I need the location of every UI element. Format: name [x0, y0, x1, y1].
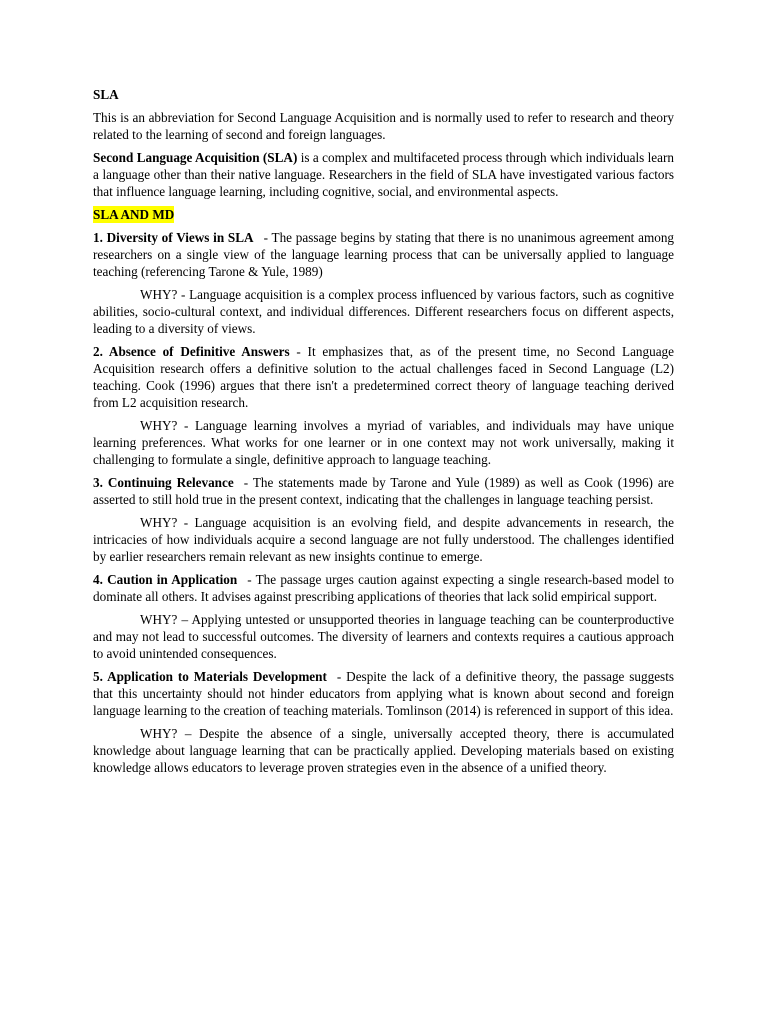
point-4-heading: 4. Caution in Application	[93, 572, 238, 587]
point-2-paragraph	[93, 343, 674, 411]
section-heading: SLA AND MD	[93, 207, 175, 222]
definition-paragraph	[93, 149, 674, 200]
intro-paragraph: This is an abbreviation for Second Language Acquisition and is normally used to refer to research and theory related to the learning of second and foreign languages.	[93, 110, 674, 142]
point-2-heading: 2. Absence of Definitive Answers	[93, 344, 290, 359]
point-5-text: - Despite the lack of a definitive theory, the passage suggests that this uncertainty should not hinder educators from applying what is known about second and foreign language learning to the creation of teaching materials. Tomlinson (2014) is referenced in support of this idea.	[93, 669, 674, 718]
point-4-paragraph	[93, 571, 674, 605]
point-3-why: WHY? - Language acquisition is an evolving field, and despite advancements in research, the intricacies of how individuals acquire a second language are not fully understood. The challenges identified by earlier researchers remain relevant as new insights continue to emerge.	[93, 515, 674, 564]
point-4-text: - The passage urges caution against expecting a single research-based model to dominate all others. It advises against prescribing applications of theories that lack solid empirical support.	[93, 572, 674, 604]
point-1-paragraph	[93, 229, 674, 280]
point-5-paragraph	[93, 668, 674, 719]
point-2-why: WHY? - Language learning involves a myriad of variables, and individuals may have unique learning preferences. What works for one learner or in one context may not work universally, making it challenging to formulate a single, definitive approach to language teaching.	[93, 418, 674, 467]
document-page	[93, 86, 674, 782]
point-5-why: WHY? – Despite the absence of a single, universally accepted theory, there is accumulated knowledge about language learning that can be practically applied. Developing materials based on existing knowledge allows educators to leverage proven strategies even in the absence of a unified theory.	[93, 726, 674, 775]
point-2-text: - It emphasizes that, as of the present time, no Second Language Acquisition research offers a definitive solution to the actual challenges faced in Second Language (L2) teaching. Cook (1996) argues that there isn't a predetermined correct theory of language teaching derived from L2 acquisition research.	[93, 344, 674, 410]
point-3-heading: 3. Continuing Relevance	[93, 475, 234, 490]
point-3-paragraph	[93, 474, 674, 508]
point-5-heading: 5. Application to Materials Development	[93, 669, 327, 684]
document-title: SLA	[93, 87, 119, 102]
section-heading-wrap	[93, 206, 674, 229]
point-4-why: WHY? – Applying untested or unsupported theories in language teaching can be counterproductive and may not lead to successful outcomes. The diversity of learners and contexts requires a cautious approach to avoid unintended consequences.	[93, 612, 674, 661]
point-1-heading: 1. Diversity of Views in SLA	[93, 230, 254, 245]
definition-text: is a complex and multifaceted process through which individuals learn a language other than their native language. Researchers in the field of SLA have investigated various factors that influence language learning, including cognitive, social, and environmental aspects.	[93, 150, 674, 199]
definition-term: Second Language Acquisition (SLA)	[93, 150, 298, 165]
point-1-text: - The passage begins by stating that there is no unanimous agreement among researchers on a single view of the language learning process that can be universally applied to language teaching (referencing Tarone & Yule, 1989)	[93, 230, 675, 279]
point-3-text: - The statements made by Tarone and Yule (1989) as well as Cook (1996) are asserted to still hold true in the present context, indicating that the challenges in language teaching persist.	[93, 475, 675, 507]
point-1-why: WHY? - Language acquisition is a complex process influenced by various factors, such as cognitive abilities, socio-cultural context, and individual differences. Different researchers focus on different aspects, leading to a diversity of views.	[93, 287, 674, 336]
